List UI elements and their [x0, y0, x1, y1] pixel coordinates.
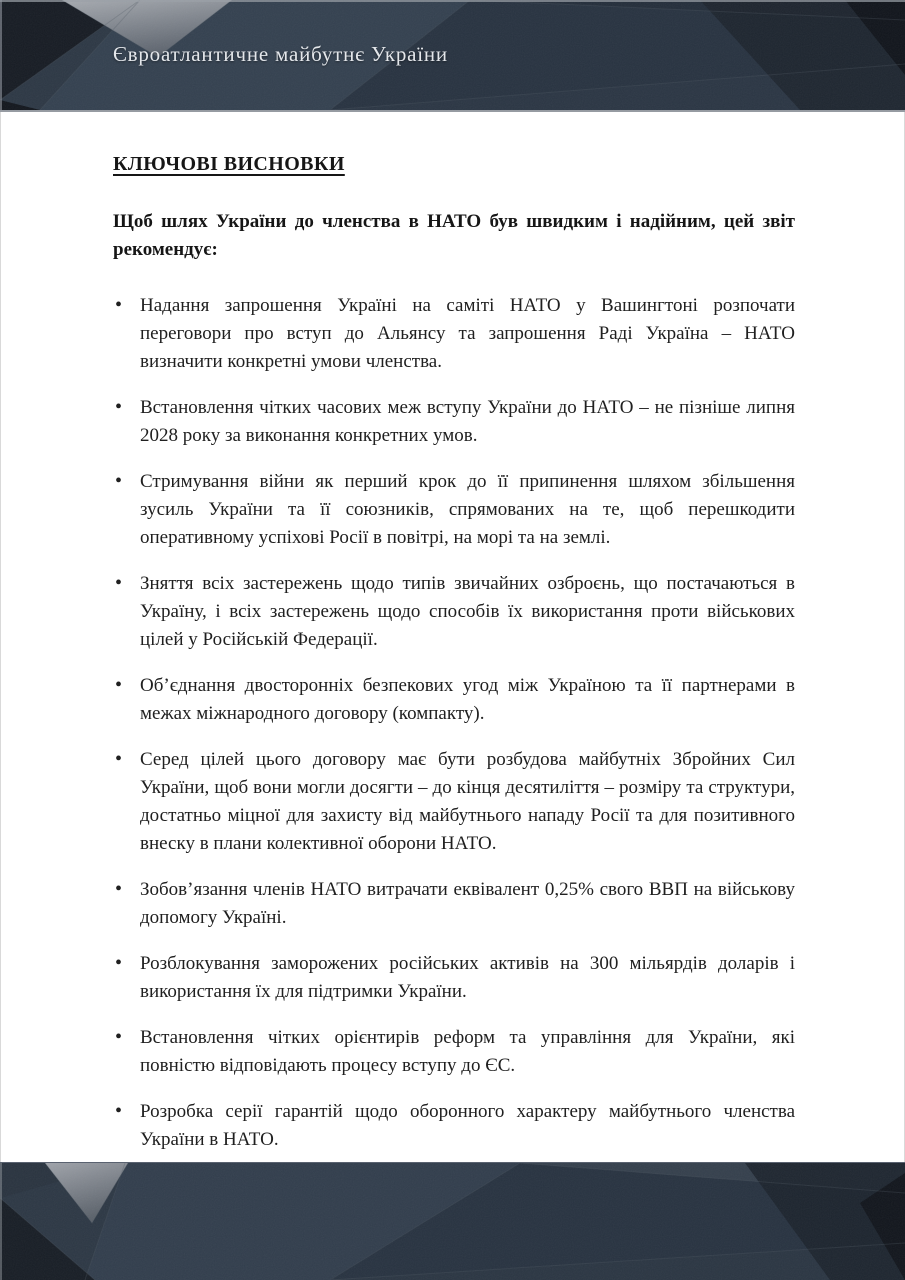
bullet-marker: • [115, 294, 123, 316]
bullet-list [113, 292, 795, 1154]
bullet-item [113, 876, 795, 932]
bullet-marker: • [115, 1100, 123, 1122]
document-content [113, 112, 795, 1172]
bullet-item [113, 746, 795, 858]
bullet-text: Об’єднання двосторонніх безпекових угод між Україною та її партнерами в межах міжнародного договору (компакту). [140, 675, 795, 724]
bullet-text: Серед цілей цього договору має бути розбудова майбутніх Збройних Сил України, щоб вони могли досягти – до кінця десятиліття – розміру та структури, достатньо міцної для захисту від майбутнього нападу Росії та для позитивного внеску в плани колективної оборони НАТО. [140, 749, 795, 854]
bullet-item [113, 672, 795, 728]
bullet-text: Стримування війни як перший крок до її припинення шляхом збільшення зусиль України та її союзників, спрямованих на те, щоб перешкодити оперативному успіхові Росії в повітрі, на морі та на землі. [140, 471, 795, 548]
bullet-text: Зняття всіх застережень щодо типів звичайних озброєнь, що постачаються в Україну, і всіх застережень щодо способів їх використання проти військових цілей у Російській Федерації. [140, 573, 795, 650]
bullet-item [113, 1098, 795, 1154]
bullet-marker: • [115, 572, 123, 594]
cover-texture-bottom [0, 1163, 905, 1280]
bullet-text: Встановлення чітких часових меж вступу України до НАТО – не пізніше липня 2028 року за виконання конкретних умов. [140, 397, 795, 446]
bullet-text: Надання запрошення Україні на саміті НАТО у Вашингтоні розпочати переговори про вступ до Альянсу та запрошення Раді Україна – НАТО визначити конкретні умови членства. [140, 295, 795, 372]
bullet-marker: • [115, 878, 123, 900]
bullet-marker: • [115, 396, 123, 418]
bullet-marker: • [115, 674, 123, 696]
bullet-item [113, 570, 795, 654]
bullet-marker: • [115, 1026, 123, 1048]
bullet-marker: • [115, 952, 123, 974]
bullet-item [113, 950, 795, 1006]
header-band [0, 0, 905, 112]
bullet-marker: • [115, 470, 123, 492]
bullet-item [113, 1024, 795, 1080]
bullet-text: Зобов’язання членів НАТО витрачати еквівалент 0,25% свого ВВП на військову допомогу Україні. [140, 879, 795, 928]
bullet-item [113, 468, 795, 552]
bullet-text: Розробка серії гарантій щодо оборонного характеру майбутнього членства України в НАТО. [140, 1101, 795, 1150]
bullet-item [113, 292, 795, 376]
running-header-title: Євроатлантичне майбутнє України [113, 42, 448, 66]
bullet-item [113, 394, 795, 450]
section-heading: КЛЮЧОВІ ВИСНОВКИ [113, 153, 345, 175]
bullet-marker: • [115, 748, 123, 770]
bullet-text: Розблокування заморожених російських активів на 300 мільярдів доларів і використання їх для підтримки України. [140, 953, 795, 1002]
bullet-text: Встановлення чітких орієнтирів реформ та управління для України, які повністю відповідають процесу вступу до ЄС. [140, 1027, 795, 1076]
footer-band [0, 1162, 905, 1280]
intro-paragraph: Щоб шлях України до членства в НАТО був швидким і надійним, цей звіт рекомендує: [113, 211, 795, 260]
